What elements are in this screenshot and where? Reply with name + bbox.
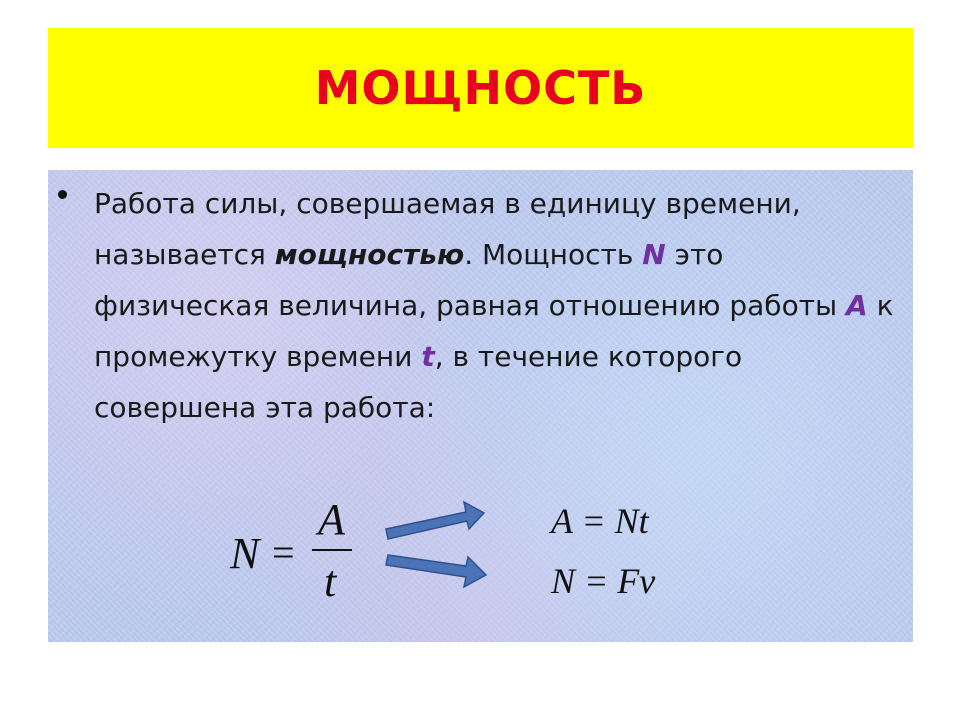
arrows bbox=[380, 495, 500, 595]
text-part: Работа силы, совершаемая в единицу времени, называется bbox=[94, 187, 801, 271]
power-formula bbox=[228, 500, 368, 610]
text-part: , в течение которого совершена эта работа: bbox=[94, 340, 743, 424]
formula-lhs: N bbox=[230, 529, 260, 578]
bullet-dot bbox=[58, 190, 67, 199]
title-band bbox=[48, 28, 913, 148]
result-a-equals-nt: A = Nt bbox=[551, 501, 649, 541]
symbol-n: N bbox=[642, 238, 666, 271]
text-part: . Мощность bbox=[464, 238, 643, 271]
result-n-equals-fv: N = Fv bbox=[551, 561, 656, 601]
definition-paragraph bbox=[94, 178, 894, 433]
formula-denominator: t bbox=[324, 557, 337, 606]
text-part: это физическая величина, равная отношению работы bbox=[94, 238, 847, 322]
symbol-t: t bbox=[421, 340, 435, 373]
formula-equals: = bbox=[272, 530, 295, 575]
formula-numerator: A bbox=[318, 500, 345, 544]
slide-title: МОЩНОСТЬ bbox=[314, 61, 647, 115]
text-part: к промежутку времени bbox=[94, 289, 894, 373]
term-power: мощностью bbox=[274, 238, 465, 271]
symbol-a: A bbox=[846, 289, 868, 322]
arrow-up-icon bbox=[386, 502, 484, 539]
arrow-down-icon bbox=[386, 555, 486, 587]
